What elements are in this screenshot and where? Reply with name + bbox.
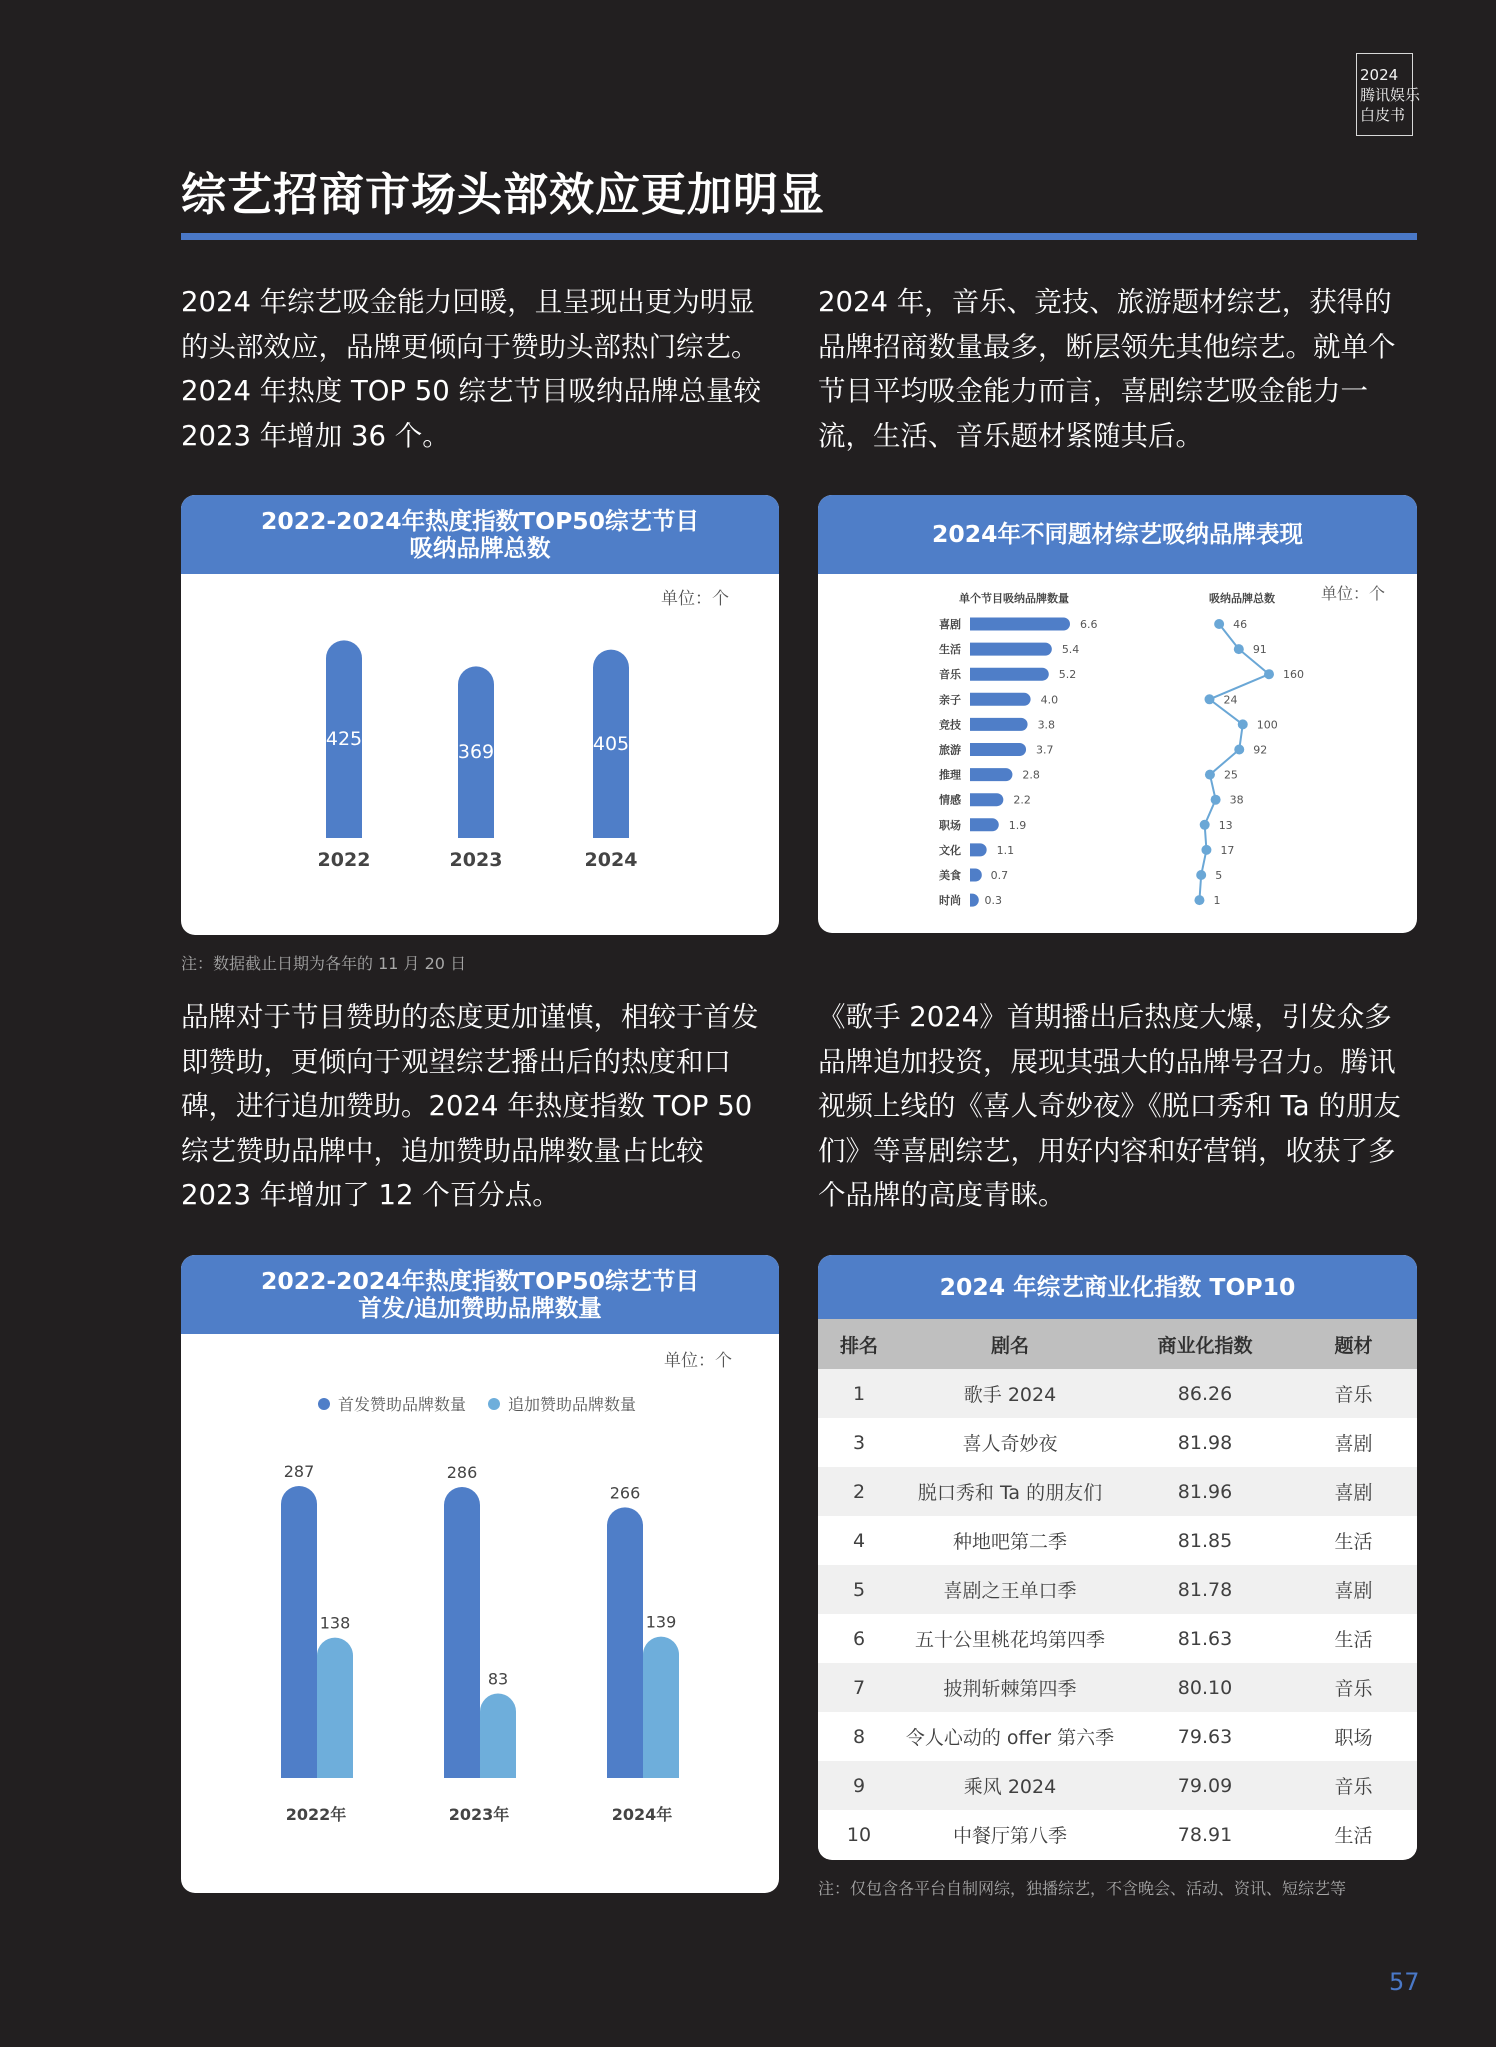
chart-title-line-2: 首发/追加赞助品牌数量 — [358, 1293, 602, 1322]
table-row — [818, 1712, 1417, 1761]
table-cell: 2 — [818, 1467, 900, 1516]
table-row — [818, 1810, 1417, 1859]
total-value-label: 25 — [1223, 768, 1238, 782]
series-label-avg: 单个节目吸纳品牌数量 — [959, 592, 1069, 605]
avg-bar-生活 — [970, 643, 1052, 656]
table-cell: 音乐 — [1290, 1761, 1417, 1810]
legend-label-first: 首发赞助品牌数量 — [338, 1395, 467, 1414]
genre-label: 旅游 — [939, 743, 961, 757]
table-cell: 中餐厅第八季 — [900, 1810, 1120, 1859]
title-divider — [181, 233, 1417, 240]
paragraph-2: 2024 年，音乐、竞技、旅游题材综艺，获得的品牌招商数量最多，断层领先其他综艺。就单个节目平均吸金能力而言，喜剧综艺吸金能力一流，生活、音乐题材紧随其后。 — [818, 286, 1396, 452]
total-value-label: 1 — [1213, 894, 1221, 908]
logo-line-brand: 腾讯娱乐 — [1360, 85, 1421, 104]
avg-value-label: 1.9 — [1008, 818, 1027, 832]
whitepaper-logo — [1356, 53, 1421, 136]
avg-bar-推理 — [970, 768, 1012, 781]
table-cell: 81.78 — [1120, 1565, 1290, 1614]
bar-2024年-added — [643, 1637, 679, 1778]
total-brands-line — [1199, 624, 1269, 900]
genre-brands-chart — [818, 574, 1417, 933]
total-value-label: 17 — [1220, 843, 1235, 857]
table-row — [818, 1663, 1417, 1712]
chart-title-genre-brands: 2024年不同题材综艺吸纳品牌表现 — [818, 495, 1417, 574]
bar-value-label: 139 — [645, 1612, 677, 1632]
avg-value-label: 3.8 — [1037, 718, 1056, 732]
table-row — [818, 1565, 1417, 1614]
commercial-index-table — [818, 1319, 1417, 1859]
total-value-label: 5 — [1215, 869, 1223, 882]
unit-label: 单位：个 — [664, 1351, 732, 1371]
table-cell: 喜剧 — [1290, 1565, 1417, 1614]
total-point-推理 — [1205, 770, 1215, 780]
bar-value-label: 286 — [446, 1463, 478, 1483]
table-card-commercial-index — [818, 1255, 1417, 1860]
bar-2022年-first — [281, 1486, 317, 1778]
bar-value-label: 266 — [609, 1483, 641, 1503]
x-tick-label: 2024年 — [611, 1805, 673, 1824]
table-header-row — [818, 1319, 1417, 1369]
chart-title-line-2: 吸纳品牌总数 — [409, 533, 551, 562]
bar-value-label: 287 — [283, 1462, 315, 1481]
table-row — [818, 1761, 1417, 1810]
logo-line-type: 白皮书 — [1360, 105, 1406, 124]
bar-value-label: 83 — [487, 1669, 509, 1689]
bar-value-label: 138 — [319, 1613, 351, 1633]
table-footnote: 注：仅包含各平台自制网综，独播综艺，不含晚会、活动、资讯、短综艺等 — [818, 1879, 1347, 1898]
table-cell: 披荆斩棘第四季 — [900, 1663, 1120, 1712]
chart-title-sponsor-types — [181, 1255, 779, 1334]
table-cell: 10 — [818, 1810, 900, 1859]
table-cell: 7 — [818, 1663, 900, 1712]
total-value-label: 24 — [1223, 693, 1238, 707]
genre-label: 美食 — [939, 869, 961, 882]
genre-label: 竞技 — [939, 718, 961, 732]
avg-value-label: 5.2 — [1058, 668, 1077, 682]
table-cell: 81.98 — [1120, 1418, 1290, 1467]
avg-value-label: 6.6 — [1080, 618, 1098, 631]
bar-2023年-first — [444, 1487, 480, 1778]
avg-value-label: 2.8 — [1022, 768, 1040, 782]
table-cell: 9 — [818, 1761, 900, 1810]
series-label-total: 吸纳品牌总数 — [1209, 592, 1275, 605]
avg-bar-音乐 — [970, 668, 1049, 681]
total-point-音乐 — [1264, 669, 1274, 679]
avg-value-label: 1.1 — [996, 843, 1015, 857]
avg-bar-情感 — [970, 793, 1003, 806]
avg-value-label: 2.2 — [1013, 793, 1031, 807]
table-cell: 生活 — [1290, 1614, 1417, 1663]
avg-value-label: 5.4 — [1061, 643, 1080, 657]
paragraph-4: 《歌手 2024》首期播出后热度大爆，引发众多品牌追加投资，展现其强大的品牌号召力。腾讯视频上线的《喜人奇妙夜》《脱口秀和 Ta 的朋友们》等喜剧综艺，用好内容和好营销，收获了多个品牌的高度青睐。 — [818, 1001, 1401, 1211]
total-point-旅游 — [1234, 745, 1244, 755]
table-row — [818, 1467, 1417, 1516]
table-cell: 令人心动的 offer 第六季 — [900, 1712, 1120, 1761]
total-value-label: 92 — [1253, 743, 1268, 757]
genre-label: 文化 — [939, 843, 961, 857]
table-cell: 79.63 — [1120, 1712, 1290, 1761]
paragraph-1: 2024 年综艺吸金能力回暖，且呈现出更为明显的头部效应，品牌更倾向于赞助头部热门综艺。2024 年热度 TOP 50 综艺节目吸纳品牌总量较 2023 年增加 36 个。 — [181, 286, 761, 452]
bar-2022年-added — [317, 1638, 353, 1778]
table-cell: 种地吧第二季 — [900, 1516, 1120, 1565]
table-cell: 生活 — [1290, 1516, 1417, 1565]
total-point-职场 — [1200, 820, 1210, 830]
total-point-喜剧 — [1214, 619, 1224, 629]
table-cell: 8 — [818, 1712, 900, 1761]
chart-card-sponsor-types — [181, 1255, 779, 1893]
avg-bar-旅游 — [970, 743, 1026, 756]
genre-label: 生活 — [939, 643, 961, 657]
legend-swatch-first — [318, 1398, 330, 1410]
table-cell: 乘风 2024 — [900, 1761, 1120, 1810]
page-number: 57 — [1389, 1968, 1420, 1996]
table-row — [818, 1418, 1417, 1467]
table-cell: 4 — [818, 1516, 900, 1565]
total-point-文化 — [1201, 845, 1211, 855]
chart-title-line-1: 2022-2024年热度指数TOP50综艺节目 — [261, 506, 699, 535]
bar-value-label: 425 — [325, 728, 363, 751]
avg-bar-竞技 — [970, 718, 1028, 731]
chart-footnote: 注：数据截止日期为各年的 11 月 20 日 — [181, 954, 467, 973]
total-value-label: 160 — [1283, 668, 1304, 682]
table-cell: 喜剧之王单口季 — [900, 1565, 1120, 1614]
total-value-label: 46 — [1233, 618, 1248, 631]
total-point-美食 — [1196, 870, 1206, 880]
total-value-label: 100 — [1256, 718, 1278, 732]
avg-bar-文化 — [970, 843, 987, 856]
x-tick-label: 2023年 — [448, 1805, 510, 1824]
genre-label: 情感 — [939, 793, 961, 807]
bar-2023年-added — [480, 1694, 516, 1778]
genre-label: 音乐 — [939, 668, 961, 682]
table-cell: 80.10 — [1120, 1663, 1290, 1712]
table-column-header: 剧名 — [900, 1319, 1120, 1369]
avg-bar-时尚 — [970, 894, 979, 907]
table-cell: 喜剧 — [1290, 1467, 1417, 1516]
table-cell: 歌手 2024 — [900, 1369, 1120, 1418]
genre-label: 时尚 — [939, 894, 961, 908]
unit-label: 单位：个 — [661, 589, 729, 609]
bar-value-label: 405 — [592, 732, 630, 755]
chart-card-genre-brands — [818, 495, 1417, 933]
x-tick-label: 2022 — [317, 849, 371, 871]
table-cell: 脱口秀和 Ta 的朋友们 — [900, 1467, 1120, 1516]
total-brands-bar-chart — [181, 574, 779, 935]
table-cell: 81.85 — [1120, 1516, 1290, 1565]
logo-line-year: 2024 — [1360, 65, 1399, 84]
avg-bar-喜剧 — [970, 618, 1070, 631]
avg-value-label: 0.7 — [990, 869, 1009, 882]
table-cell: 1 — [818, 1369, 900, 1418]
avg-value-label: 4.0 — [1040, 693, 1059, 707]
avg-bar-职场 — [970, 818, 999, 831]
table-column-header: 排名 — [818, 1319, 900, 1369]
total-point-生活 — [1234, 644, 1244, 654]
table-cell: 81.96 — [1120, 1467, 1290, 1516]
table-row — [818, 1369, 1417, 1418]
chart-card-total-brands — [181, 495, 779, 935]
table-column-header: 商业化指数 — [1120, 1319, 1290, 1369]
table-cell: 音乐 — [1290, 1663, 1417, 1712]
total-value-label: 13 — [1218, 818, 1233, 832]
table-cell: 职场 — [1290, 1712, 1417, 1761]
paragraph-3: 品牌对于节目赞助的态度更加谨慎，相较于首发即赞助，更倾向于观望综艺播出后的热度和口碑，进行追加赞助。2024 年热度指数 TOP 50 综艺赞助品牌中，追加赞助品牌数量占比较 2023 年增加了 12 个百分点。 — [181, 1001, 759, 1211]
total-point-竞技 — [1238, 719, 1248, 729]
total-point-情感 — [1211, 795, 1221, 805]
avg-value-label: 0.3 — [984, 894, 1003, 908]
genre-label: 推理 — [939, 768, 961, 782]
table-cell: 生活 — [1290, 1810, 1417, 1859]
bar-2024年-first — [607, 1507, 643, 1778]
table-column-header: 题材 — [1290, 1319, 1417, 1369]
total-point-时尚 — [1194, 895, 1204, 905]
legend-label-added: 追加赞助品牌数量 — [508, 1395, 637, 1414]
table-title: 2024 年综艺商业化指数 TOP10 — [818, 1255, 1417, 1319]
genre-label: 亲子 — [939, 693, 961, 707]
bar-value-label: 369 — [457, 741, 495, 764]
table-cell: 五十公里桃花坞第四季 — [900, 1614, 1120, 1663]
avg-value-label: 3.7 — [1036, 743, 1054, 757]
table-cell: 音乐 — [1290, 1369, 1417, 1418]
x-tick-label: 2023 — [449, 849, 503, 871]
chart-title-line-1: 2022-2024年热度指数TOP50综艺节目 — [261, 1266, 699, 1295]
table-cell: 喜剧 — [1290, 1418, 1417, 1467]
chart-title-total-brands — [181, 495, 779, 574]
total-value-label: 38 — [1229, 793, 1244, 807]
x-tick-label: 2024 — [584, 849, 638, 871]
page-title: 综艺招商市场头部效应更加明显 — [181, 168, 826, 221]
total-value-label: 91 — [1252, 643, 1267, 657]
x-tick-label: 2022年 — [285, 1805, 347, 1824]
unit-label: 单位：个 — [1320, 584, 1385, 603]
table-cell: 79.09 — [1120, 1761, 1290, 1810]
legend-swatch-added — [488, 1398, 500, 1410]
table-cell: 78.91 — [1120, 1810, 1290, 1859]
table-cell: 81.63 — [1120, 1614, 1290, 1663]
genre-label: 职场 — [939, 818, 961, 832]
table-cell: 6 — [818, 1614, 900, 1663]
sponsor-types-bar-chart — [181, 1334, 779, 1893]
genre-label: 喜剧 — [939, 618, 961, 631]
table-cell: 86.26 — [1120, 1369, 1290, 1418]
table-cell: 3 — [818, 1418, 900, 1467]
table-cell: 喜人奇妙夜 — [900, 1418, 1120, 1467]
avg-bar-亲子 — [970, 693, 1031, 706]
table-row — [818, 1516, 1417, 1565]
table-cell: 5 — [818, 1565, 900, 1614]
avg-bar-美食 — [970, 869, 982, 882]
total-point-亲子 — [1205, 694, 1215, 704]
table-row — [818, 1614, 1417, 1663]
